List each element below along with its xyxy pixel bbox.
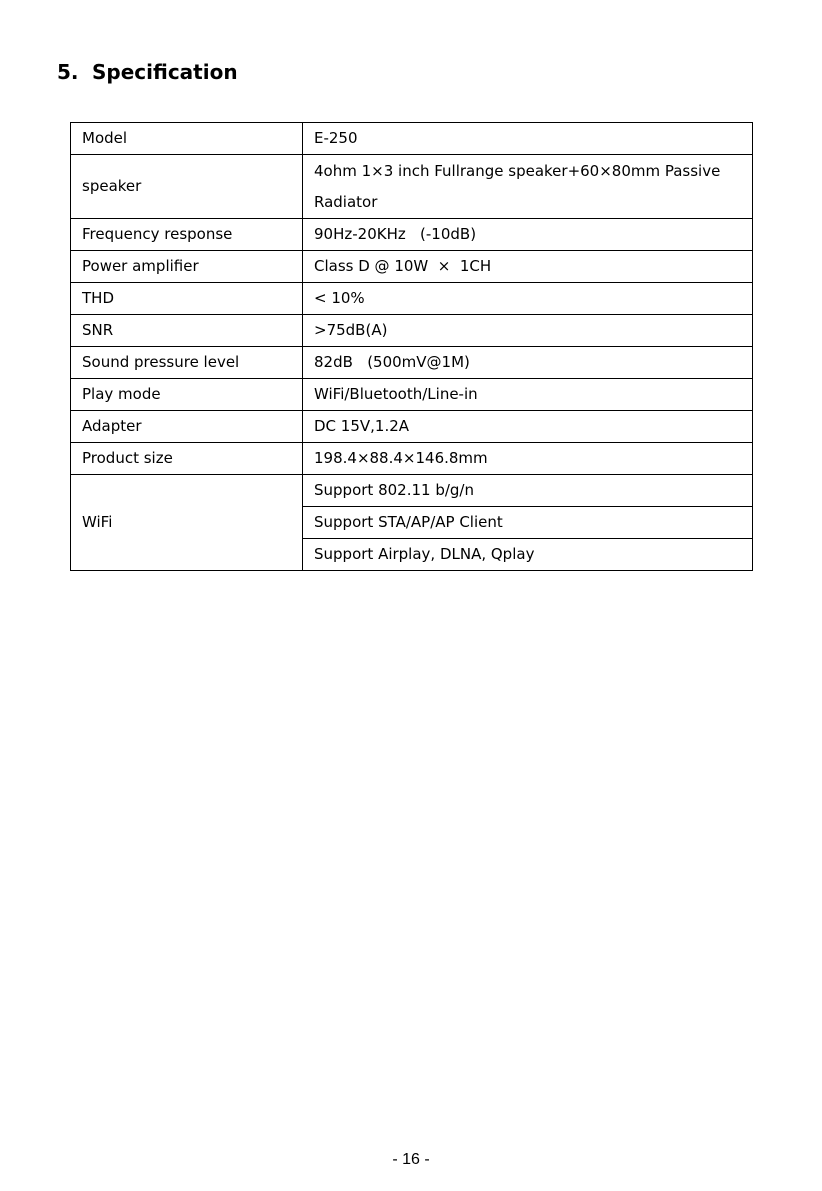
spec-value: WiFi/Bluetooth/Line-in [303, 379, 753, 411]
spec-label: speaker [71, 155, 303, 219]
spec-value: Class D @ 10W × 1CH [303, 251, 753, 283]
spec-label: Power amplifier [71, 251, 303, 283]
table-row [71, 379, 753, 411]
spec-label: Product size [71, 443, 303, 475]
table-row [71, 123, 753, 155]
spec-value: Support 802.11 b/g/n [303, 475, 753, 507]
table-row [71, 219, 753, 251]
spec-value: Support Airplay, DLNA, Qplay [303, 539, 753, 571]
spec-value: 4ohm 1×3 inch Fullrange speaker+60×80mm Passive Radiator [303, 155, 753, 219]
spec-value: E-250 [303, 123, 753, 155]
spec-value: < 10% [303, 283, 753, 315]
spec-value: >75dB(A) [303, 315, 753, 347]
spec-value: Support STA/AP/AP Client [303, 507, 753, 539]
spec-label: Sound pressure level [71, 347, 303, 379]
table-row [71, 251, 753, 283]
spec-label: Adapter [71, 411, 303, 443]
spec-value: 82dB (500mV@1M) [303, 347, 753, 379]
table-row [71, 443, 753, 475]
table-row [71, 347, 753, 379]
table-row [71, 283, 753, 315]
table-row [71, 155, 753, 219]
spec-label-wifi: WiFi [71, 475, 303, 571]
specification-table [70, 122, 753, 571]
table-row [71, 475, 753, 507]
section-number: 5. [57, 60, 79, 84]
table-row [71, 315, 753, 347]
page-number: - 16 - [392, 1151, 430, 1168]
spec-value: 198.4×88.4×146.8mm [303, 443, 753, 475]
spec-label: SNR [71, 315, 303, 347]
spec-label: Frequency response [71, 219, 303, 251]
spec-value: 90Hz-20KHz (-10dB) [303, 219, 753, 251]
section-heading [57, 60, 238, 84]
spec-label: Model [71, 123, 303, 155]
spec-value: DC 15V,1.2A [303, 411, 753, 443]
table-row [71, 411, 753, 443]
spec-label: THD [71, 283, 303, 315]
section-title: Specification [92, 60, 238, 84]
spec-label: Play mode [71, 379, 303, 411]
